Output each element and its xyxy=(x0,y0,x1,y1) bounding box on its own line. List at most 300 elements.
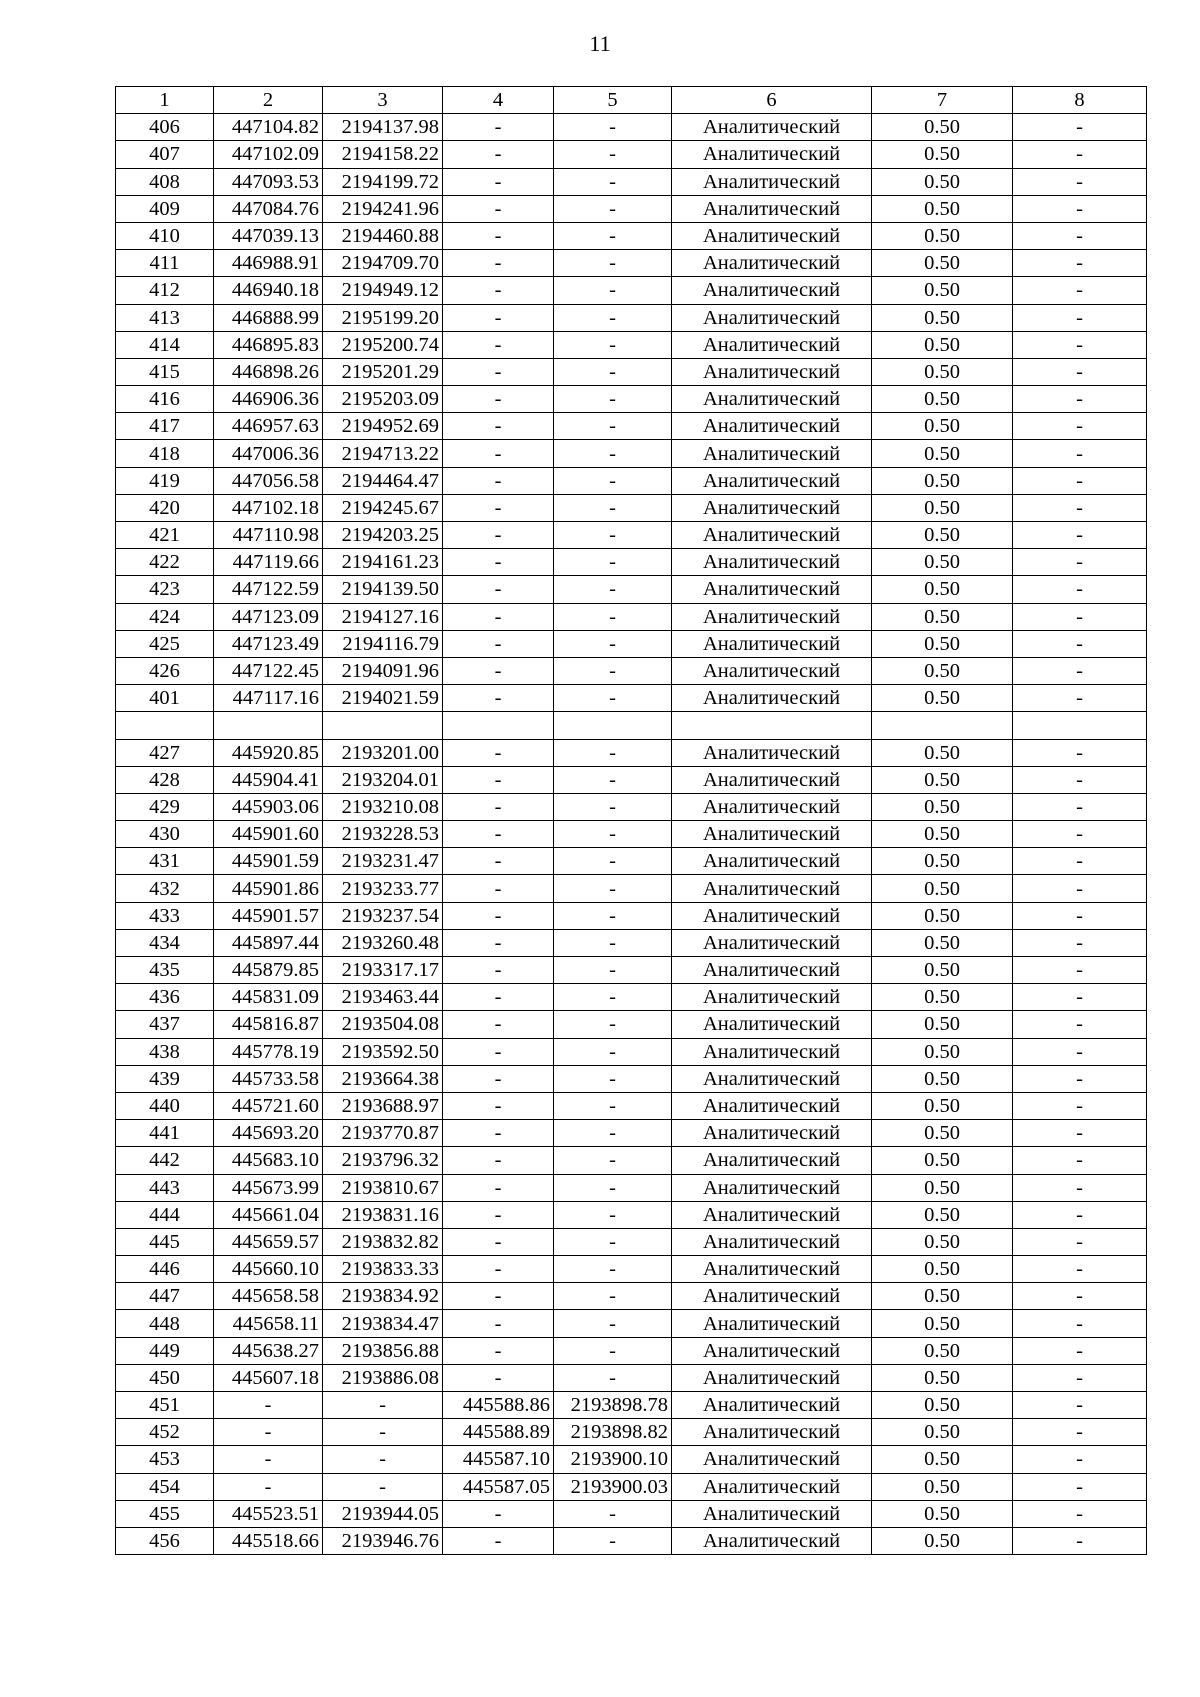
table-cell-col-5: - xyxy=(554,1256,672,1283)
table-row xyxy=(116,1201,1147,1228)
table-cell-col-3: 2195203.09 xyxy=(323,386,443,413)
table-cell-col-5: - xyxy=(554,1500,672,1527)
table-cell-col-2: - xyxy=(214,1392,323,1419)
table-cell-col-2: 445658.58 xyxy=(214,1283,323,1310)
table-cell-col-7: 0.50 xyxy=(872,657,1013,684)
table-cell-col-2: 445831.09 xyxy=(214,984,323,1011)
table-cell-col-2: 447123.49 xyxy=(214,630,323,657)
table-cell-col-5: - xyxy=(554,929,672,956)
table-cell-col-1: 409 xyxy=(116,195,214,222)
table-cell-col-2: 446898.26 xyxy=(214,358,323,385)
table-cell-col-7: 0.50 xyxy=(872,331,1013,358)
table-row xyxy=(116,549,1147,576)
table-cell-col-3: 2193834.47 xyxy=(323,1310,443,1337)
table-cell-col-1: 432 xyxy=(116,875,214,902)
table-cell-col-1: 428 xyxy=(116,766,214,793)
table-cell-col-4: - xyxy=(443,929,554,956)
table-cell-col-4: - xyxy=(443,549,554,576)
table-cell-col-7: 0.50 xyxy=(872,494,1013,521)
table-cell-col-4: - xyxy=(443,304,554,331)
table-cell-col-1: 430 xyxy=(116,821,214,848)
table-cell-col-5: - xyxy=(554,222,672,249)
table-cell-col-6: Аналитический xyxy=(672,222,872,249)
table-cell-col-7: 0.50 xyxy=(872,1364,1013,1391)
table-cell-col-7: 0.50 xyxy=(872,875,1013,902)
table-cell-col-6: Аналитический xyxy=(672,494,872,521)
table-cell-col-6: Аналитический xyxy=(672,304,872,331)
table-row xyxy=(116,793,1147,820)
table-cell-col-6: Аналитический xyxy=(672,1201,872,1228)
table-cell-col-6: Аналитический xyxy=(672,1500,872,1527)
table-cell-col-8: - xyxy=(1013,1473,1147,1500)
table-cell-col-6: Аналитический xyxy=(672,549,872,576)
table-row xyxy=(116,603,1147,630)
table-cell-col-2: 445733.58 xyxy=(214,1065,323,1092)
table-cell-col-5: - xyxy=(554,1201,672,1228)
table-cell-col-6: Аналитический xyxy=(672,168,872,195)
table-cell-col-3: 2193831.16 xyxy=(323,1201,443,1228)
table-cell-col-5: - xyxy=(554,467,672,494)
table-cell-col-2: 445778.19 xyxy=(214,1038,323,1065)
table-cell-col-4: - xyxy=(443,1337,554,1364)
table-cell-col-3: 2194199.72 xyxy=(323,168,443,195)
table-cell-col-1: 420 xyxy=(116,494,214,521)
table-row xyxy=(116,929,1147,956)
table-cell-col-7: 0.50 xyxy=(872,957,1013,984)
table-cell-col-3: 2194116.79 xyxy=(323,630,443,657)
table-cell-col-7: 0.50 xyxy=(872,1256,1013,1283)
table-cell-col-4: - xyxy=(443,1228,554,1255)
table-cell-col-6: Аналитический xyxy=(672,141,872,168)
table-cell-col-7: 0.50 xyxy=(872,984,1013,1011)
table-cell-col-5: 2193898.78 xyxy=(554,1392,672,1419)
table-cell-col-8: - xyxy=(1013,793,1147,820)
table-cell-col-3: 2193228.53 xyxy=(323,821,443,848)
table-cell-col-8: - xyxy=(1013,1174,1147,1201)
table-cell-col-6: Аналитический xyxy=(672,957,872,984)
table-cell-col-3: - xyxy=(323,1392,443,1419)
table-cell-col-8: - xyxy=(1013,1419,1147,1446)
table-cell-col-1: 453 xyxy=(116,1446,214,1473)
table-cell-col-8: - xyxy=(1013,1446,1147,1473)
table-cell-col-2: 446940.18 xyxy=(214,277,323,304)
table-cell-col-5 xyxy=(554,712,672,739)
table-cell-col-5: - xyxy=(554,1310,672,1337)
table-row xyxy=(116,413,1147,440)
table-cell-col-6: Аналитический xyxy=(672,386,872,413)
table-cell-col-8: - xyxy=(1013,576,1147,603)
table-cell-col-2: 447123.09 xyxy=(214,603,323,630)
table-cell-col-1: 408 xyxy=(116,168,214,195)
table-cell-col-1: 442 xyxy=(116,1147,214,1174)
table-cell-col-5: - xyxy=(554,1092,672,1119)
table-cell-col-8: - xyxy=(1013,467,1147,494)
table-cell-col-6: Аналитический xyxy=(672,1310,872,1337)
table-cell-col-5: - xyxy=(554,1065,672,1092)
table-cell-col-1: 450 xyxy=(116,1364,214,1391)
table-cell-col-3: 2193688.97 xyxy=(323,1092,443,1119)
table-cell-col-2: 447104.82 xyxy=(214,114,323,141)
table-cell-col-7: 0.50 xyxy=(872,1446,1013,1473)
table-cell-col-8: - xyxy=(1013,1038,1147,1065)
table-cell-col-7: 0.50 xyxy=(872,277,1013,304)
table-cell-col-8: - xyxy=(1013,331,1147,358)
table-cell-col-1: 441 xyxy=(116,1120,214,1147)
table-cell-col-3: 2193856.88 xyxy=(323,1337,443,1364)
table-row xyxy=(116,1283,1147,1310)
table-cell-col-8 xyxy=(1013,712,1147,739)
table-cell-col-8: - xyxy=(1013,1337,1147,1364)
table-cell-col-6: Аналитический xyxy=(672,739,872,766)
table-cell-col-2: 445523.51 xyxy=(214,1500,323,1527)
table-cell-col-8: - xyxy=(1013,304,1147,331)
table-cell-col-2: 445693.20 xyxy=(214,1120,323,1147)
table-cell-col-1: 406 xyxy=(116,114,214,141)
table-cell-col-7: 0.50 xyxy=(872,576,1013,603)
table-cell-col-3: 2194460.88 xyxy=(323,222,443,249)
table-cell-col-3: 2194952.69 xyxy=(323,413,443,440)
table-cell-col-8: - xyxy=(1013,413,1147,440)
table-cell-col-2: - xyxy=(214,1473,323,1500)
table-cell-col-2: 445673.99 xyxy=(214,1174,323,1201)
table-cell-col-8: - xyxy=(1013,603,1147,630)
table-cell-col-1: 445 xyxy=(116,1228,214,1255)
table-cell-col-2: 445658.11 xyxy=(214,1310,323,1337)
table-cell-col-7: 0.50 xyxy=(872,549,1013,576)
table-cell-col-7: 0.50 xyxy=(872,630,1013,657)
table-cell-col-6: Аналитический xyxy=(672,522,872,549)
table-cell-col-8: - xyxy=(1013,766,1147,793)
table-row xyxy=(116,358,1147,385)
table-cell-col-1: 438 xyxy=(116,1038,214,1065)
table-cell-col-8: - xyxy=(1013,848,1147,875)
table-cell-col-4: - xyxy=(443,821,554,848)
table-cell-col-4: - xyxy=(443,685,554,712)
table-cell-col-4: - xyxy=(443,222,554,249)
table-row xyxy=(116,1337,1147,1364)
table-cell-col-8: - xyxy=(1013,549,1147,576)
table-cell-col-6: Аналитический xyxy=(672,1092,872,1119)
table-row xyxy=(116,386,1147,413)
table-cell-col-7: 0.50 xyxy=(872,1283,1013,1310)
table-row xyxy=(116,1310,1147,1337)
table-cell-col-3: 2193592.50 xyxy=(323,1038,443,1065)
table-cell-col-2: 445901.57 xyxy=(214,902,323,929)
table-cell-col-3: 2193796.32 xyxy=(323,1147,443,1174)
table-cell-col-4: - xyxy=(443,413,554,440)
table-cell-col-5: - xyxy=(554,576,672,603)
table-cell-col-7: 0.50 xyxy=(872,1147,1013,1174)
table-row xyxy=(116,657,1147,684)
table-cell-col-4: - xyxy=(443,522,554,549)
table-cell-col-4: 445588.86 xyxy=(443,1392,554,1419)
table-cell-col-4: 445587.10 xyxy=(443,1446,554,1473)
table-cell-col-8: - xyxy=(1013,630,1147,657)
table-cell-col-4: - xyxy=(443,114,554,141)
table-cell-col-1: 424 xyxy=(116,603,214,630)
table-row xyxy=(116,195,1147,222)
table-cell-col-5: - xyxy=(554,766,672,793)
table-cell-col-8: - xyxy=(1013,141,1147,168)
table-row xyxy=(116,1446,1147,1473)
table-cell-col-4: - xyxy=(443,195,554,222)
table-cell-col-6: Аналитический xyxy=(672,358,872,385)
table-cell-col-7: 0.50 xyxy=(872,929,1013,956)
table-cell-col-6: Аналитический xyxy=(672,821,872,848)
column-header-4: 4 xyxy=(443,87,554,114)
table-cell-col-3: - xyxy=(323,1473,443,1500)
table-cell-col-5: - xyxy=(554,141,672,168)
table-cell-col-2: 447122.45 xyxy=(214,657,323,684)
column-header-8: 8 xyxy=(1013,87,1147,114)
table-cell-col-5: - xyxy=(554,1283,672,1310)
table-row xyxy=(116,576,1147,603)
table-cell-col-1: 422 xyxy=(116,549,214,576)
table-cell-col-1: 452 xyxy=(116,1419,214,1446)
table-cell-col-3: - xyxy=(323,1446,443,1473)
table-row xyxy=(116,1120,1147,1147)
table-cell-col-8: - xyxy=(1013,114,1147,141)
table-cell-col-8: - xyxy=(1013,522,1147,549)
table-row xyxy=(116,1065,1147,1092)
table-cell-col-8: - xyxy=(1013,875,1147,902)
table-cell-col-8: - xyxy=(1013,195,1147,222)
table-cell-col-8: - xyxy=(1013,1147,1147,1174)
table-cell-col-8: - xyxy=(1013,1527,1147,1554)
table-cell-col-5: - xyxy=(554,277,672,304)
table-cell-col-3: 2194203.25 xyxy=(323,522,443,549)
table-cell-col-2: 447056.58 xyxy=(214,467,323,494)
table-cell-col-7: 0.50 xyxy=(872,1174,1013,1201)
column-header-1: 1 xyxy=(116,87,214,114)
table-cell-col-4: - xyxy=(443,1256,554,1283)
table-cell-col-6: Аналитический xyxy=(672,902,872,929)
table-cell-col-8: - xyxy=(1013,984,1147,1011)
table-cell-col-5: - xyxy=(554,793,672,820)
table-cell-col-6: Аналитический xyxy=(672,440,872,467)
table-cell-col-7: 0.50 xyxy=(872,304,1013,331)
table-cell-col-2: 445920.85 xyxy=(214,739,323,766)
table-cell-col-4: - xyxy=(443,250,554,277)
table-cell-col-5: - xyxy=(554,494,672,521)
table-cell-col-2: 445816.87 xyxy=(214,1011,323,1038)
table-cell-col-3: 2193463.44 xyxy=(323,984,443,1011)
table-cell-col-7: 0.50 xyxy=(872,1228,1013,1255)
table-cell-col-4: - xyxy=(443,386,554,413)
table-cell-col-1: 455 xyxy=(116,1500,214,1527)
table-cell-col-5: 2193900.10 xyxy=(554,1446,672,1473)
table-cell-col-7: 0.50 xyxy=(872,1310,1013,1337)
table-cell-col-3: 2194464.47 xyxy=(323,467,443,494)
table-cell-col-5: - xyxy=(554,195,672,222)
table-cell-col-7: 0.50 xyxy=(872,685,1013,712)
table-cell-col-8: - xyxy=(1013,386,1147,413)
table-cell-col-7: 0.50 xyxy=(872,222,1013,249)
table-cell-col-2: - xyxy=(214,1419,323,1446)
table-cell-col-1: 437 xyxy=(116,1011,214,1038)
table-cell-col-3: 2194158.22 xyxy=(323,141,443,168)
table-cell-col-2: 447102.09 xyxy=(214,141,323,168)
table-cell-col-2: 445901.86 xyxy=(214,875,323,902)
table-cell-col-1: 423 xyxy=(116,576,214,603)
table-row xyxy=(116,739,1147,766)
table-cell-col-7: 0.50 xyxy=(872,1120,1013,1147)
table-cell-col-1: 433 xyxy=(116,902,214,929)
table-cell-col-3: 2194127.16 xyxy=(323,603,443,630)
table-cell-col-5: - xyxy=(554,739,672,766)
column-header-5: 5 xyxy=(554,87,672,114)
table-cell-col-5: - xyxy=(554,413,672,440)
table-row xyxy=(116,821,1147,848)
table-cell-col-7: 0.50 xyxy=(872,1011,1013,1038)
table-cell-col-4: - xyxy=(443,1201,554,1228)
table-cell-col-7: 0.50 xyxy=(872,902,1013,929)
table-cell-col-3: 2193664.38 xyxy=(323,1065,443,1092)
table-cell-col-1: 415 xyxy=(116,358,214,385)
table-cell-col-3: 2193886.08 xyxy=(323,1364,443,1391)
table-cell-col-3: 2193944.05 xyxy=(323,1500,443,1527)
table-cell-col-7: 0.50 xyxy=(872,114,1013,141)
table-cell-col-7: 0.50 xyxy=(872,1473,1013,1500)
table-cell-col-5: - xyxy=(554,630,672,657)
table-cell-col-3: 2193834.92 xyxy=(323,1283,443,1310)
table-cell-col-8: - xyxy=(1013,1092,1147,1119)
table-cell-col-3: 2194021.59 xyxy=(323,685,443,712)
table-cell-col-7: 0.50 xyxy=(872,1337,1013,1364)
table-cell-col-4 xyxy=(443,712,554,739)
table-row xyxy=(116,141,1147,168)
table-cell-col-3: 2194241.96 xyxy=(323,195,443,222)
table-row xyxy=(116,222,1147,249)
table-cell-col-2: 445661.04 xyxy=(214,1201,323,1228)
table-cell-col-3: 2194137.98 xyxy=(323,114,443,141)
table-cell-col-3: 2193770.87 xyxy=(323,1120,443,1147)
table-cell-col-3: 2195201.29 xyxy=(323,358,443,385)
table-cell-col-8: - xyxy=(1013,1228,1147,1255)
table-cell-col-1: 454 xyxy=(116,1473,214,1500)
table-row xyxy=(116,1147,1147,1174)
table-cell-col-6: Аналитический xyxy=(672,848,872,875)
table-cell-col-7: 0.50 xyxy=(872,793,1013,820)
table-cell-col-5: - xyxy=(554,1228,672,1255)
table-cell-col-1: 417 xyxy=(116,413,214,440)
table-cell-col-1: 429 xyxy=(116,793,214,820)
table-cell-col-5: - xyxy=(554,549,672,576)
table-row xyxy=(116,1392,1147,1419)
table-row xyxy=(116,630,1147,657)
table-cell-col-3: 2195199.20 xyxy=(323,304,443,331)
table-cell-col-4: - xyxy=(443,603,554,630)
table-cell-col-5: - xyxy=(554,440,672,467)
table-cell-col-2: 447102.18 xyxy=(214,494,323,521)
table-cell-col-8: - xyxy=(1013,739,1147,766)
table-cell-col-5: - xyxy=(554,821,672,848)
table-cell-col-3: 2194709.70 xyxy=(323,250,443,277)
table-cell-col-8: - xyxy=(1013,440,1147,467)
table-cell-col-7: 0.50 xyxy=(872,848,1013,875)
table-cell-col-2: 446957.63 xyxy=(214,413,323,440)
table-cell-col-4: - xyxy=(443,1174,554,1201)
table-cell-col-2: 445721.60 xyxy=(214,1092,323,1119)
table-cell-col-4: 445587.05 xyxy=(443,1473,554,1500)
table-cell-col-5: - xyxy=(554,304,672,331)
table-cell-col-8: - xyxy=(1013,821,1147,848)
table-cell-col-1: 425 xyxy=(116,630,214,657)
table-cell-col-1: 411 xyxy=(116,250,214,277)
table-row xyxy=(116,1473,1147,1500)
table-row xyxy=(116,522,1147,549)
table-cell-col-2: 445660.10 xyxy=(214,1256,323,1283)
table-cell-col-4: - xyxy=(443,902,554,929)
table-cell-col-7: 0.50 xyxy=(872,141,1013,168)
page-number: 11 xyxy=(589,31,611,56)
table-cell-col-1: 456 xyxy=(116,1527,214,1554)
table-cell-col-5: 2193898.82 xyxy=(554,1419,672,1446)
table-cell-col-7: 0.50 xyxy=(872,386,1013,413)
table-cell-col-4: - xyxy=(443,875,554,902)
table-cell-col-4: - xyxy=(443,358,554,385)
table-cell-col-6: Аналитический xyxy=(672,1228,872,1255)
table-cell-col-6: Аналитический xyxy=(672,1011,872,1038)
table-cell-col-3 xyxy=(323,712,443,739)
table-row xyxy=(116,984,1147,1011)
table-cell-col-2: 445904.41 xyxy=(214,766,323,793)
table-cell-col-2: 445897.44 xyxy=(214,929,323,956)
table-cell-col-4: - xyxy=(443,467,554,494)
table-cell-col-3: 2193201.00 xyxy=(323,739,443,766)
table-cell-col-1: 421 xyxy=(116,522,214,549)
column-header-7: 7 xyxy=(872,87,1013,114)
table-cell-col-7: 0.50 xyxy=(872,1092,1013,1119)
table-cell-col-4: - xyxy=(443,494,554,521)
table-cell-col-3: 2194245.67 xyxy=(323,494,443,521)
table-cell-col-8: - xyxy=(1013,358,1147,385)
table-cell-col-7: 0.50 xyxy=(872,603,1013,630)
table-cell-col-4: - xyxy=(443,766,554,793)
table-cell-col-7: 0.50 xyxy=(872,1201,1013,1228)
table-cell-col-3: 2193810.67 xyxy=(323,1174,443,1201)
table-cell-col-6: Аналитический xyxy=(672,1120,872,1147)
table-row xyxy=(116,114,1147,141)
table-cell-col-4: - xyxy=(443,1364,554,1391)
table-cell-col-2: 446988.91 xyxy=(214,250,323,277)
table-row xyxy=(116,304,1147,331)
table-cell-col-7: 0.50 xyxy=(872,766,1013,793)
table-cell-col-3: 2193204.01 xyxy=(323,766,443,793)
table-cell-col-6: Аналитический xyxy=(672,277,872,304)
table-cell-col-1: 449 xyxy=(116,1337,214,1364)
table-cell-col-1: 419 xyxy=(116,467,214,494)
table-row xyxy=(116,467,1147,494)
table-cell-col-2: 446888.99 xyxy=(214,304,323,331)
table-cell-col-4: - xyxy=(443,739,554,766)
table-cell-col-6: Аналитический xyxy=(672,630,872,657)
table-cell-col-5: - xyxy=(554,1120,672,1147)
table-cell-col-6: Аналитический xyxy=(672,875,872,902)
table-cell-col-5: - xyxy=(554,386,672,413)
table-cell-col-4: - xyxy=(443,1065,554,1092)
table-cell-col-6: Аналитический xyxy=(672,1527,872,1554)
table-cell-col-7: 0.50 xyxy=(872,413,1013,440)
table-cell-col-4: - xyxy=(443,793,554,820)
table-row xyxy=(116,1038,1147,1065)
table-cell-col-2: 446906.36 xyxy=(214,386,323,413)
table-cell-col-6: Аналитический xyxy=(672,1283,872,1310)
table-cell-col-8: - xyxy=(1013,1120,1147,1147)
table-cell-col-2: 445607.18 xyxy=(214,1364,323,1391)
table-cell-col-8: - xyxy=(1013,929,1147,956)
table-cell-col-4: - xyxy=(443,848,554,875)
